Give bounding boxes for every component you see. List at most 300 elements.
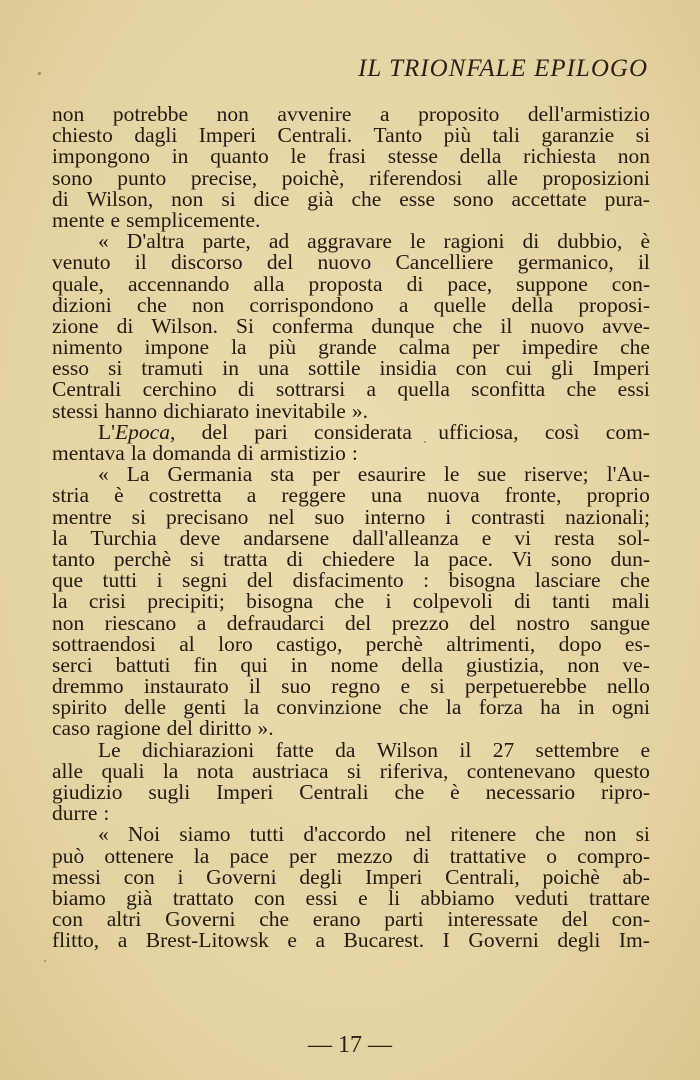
word: abbiamo — [420, 885, 495, 910]
word: domanda — [152, 441, 232, 465]
word: della — [459, 144, 502, 169]
word: della — [401, 652, 444, 677]
word: questo — [593, 758, 650, 783]
word: castigo, — [276, 631, 343, 656]
word: Turchia — [90, 525, 157, 550]
word: serci — [52, 652, 93, 677]
word: è — [640, 229, 650, 254]
word: perpetuerebbe — [464, 674, 587, 699]
text-line — [52, 570, 650, 591]
word: più — [443, 123, 472, 148]
word: di — [286, 546, 304, 571]
word: « — [98, 822, 109, 847]
word: riferiva, — [379, 758, 449, 783]
word: costretta — [148, 483, 222, 508]
word: nazionali; — [565, 504, 650, 529]
word: del — [201, 419, 228, 444]
word: il — [459, 737, 472, 762]
text-line — [52, 885, 650, 910]
word: è — [450, 780, 460, 804]
word: che — [620, 568, 650, 593]
word: a — [196, 610, 207, 635]
word: austriaca — [252, 758, 329, 783]
word: di — [522, 229, 540, 254]
word: segni — [182, 568, 228, 593]
word: quanto — [210, 144, 269, 169]
word: in — [577, 695, 595, 720]
word: a — [246, 483, 257, 508]
word: si — [131, 504, 146, 529]
word: chiedere — [322, 546, 395, 571]
text-line — [52, 782, 650, 803]
word: que — [52, 568, 84, 593]
word: che — [334, 589, 365, 614]
word: caso — [52, 716, 91, 741]
word: sconfitta — [471, 377, 546, 402]
word: richiesta — [523, 144, 596, 169]
word: una — [370, 483, 402, 508]
word: Centrali — [52, 377, 122, 402]
word: reggere — [281, 483, 346, 508]
word: a — [117, 928, 128, 953]
word: instaurato — [143, 674, 229, 699]
word: nome — [330, 652, 379, 677]
word: resta — [554, 525, 595, 550]
text-line — [52, 864, 650, 889]
word: tutti — [102, 568, 138, 593]
word: la — [130, 441, 147, 465]
word: garanzie — [541, 123, 615, 148]
text-line — [52, 207, 650, 232]
word: già — [307, 186, 334, 211]
text-line — [52, 485, 650, 506]
text-line — [52, 843, 650, 868]
word: la — [162, 758, 179, 783]
word: d'accordo — [303, 822, 387, 847]
word: il — [500, 313, 513, 338]
word: quelle — [433, 292, 487, 317]
word: avvenire — [277, 102, 352, 126]
word: diritto — [198, 716, 252, 741]
word: riferendosi — [369, 165, 463, 190]
text-line — [52, 337, 650, 358]
text-line — [52, 652, 650, 677]
word: al — [179, 631, 195, 656]
word: ve- — [622, 652, 650, 677]
word: contrasti — [471, 504, 546, 529]
word: impedire — [521, 335, 599, 360]
word: dun- — [610, 546, 650, 571]
word: potrebbe — [112, 102, 189, 126]
word: riserve; — [524, 462, 589, 487]
word: L'Epoca, — [98, 419, 176, 444]
word: perchè — [365, 631, 423, 656]
word: mali — [611, 589, 650, 614]
word: quali — [101, 758, 145, 783]
word: pura- — [604, 186, 650, 211]
word: per — [312, 462, 340, 487]
word: di — [412, 843, 430, 868]
word: « — [98, 229, 109, 254]
word: siamo — [179, 822, 231, 847]
word: le — [443, 462, 460, 487]
word: nota — [196, 758, 234, 783]
word: non — [52, 102, 85, 126]
word: i — [385, 589, 392, 614]
word: Imperi — [592, 356, 650, 381]
text-line — [52, 525, 650, 550]
word: a — [379, 102, 390, 126]
word: gli — [550, 356, 574, 381]
word: si — [635, 822, 650, 847]
word: settembre — [535, 737, 620, 762]
word: Germania — [167, 462, 253, 487]
word: del — [561, 907, 589, 932]
word: crisi — [88, 589, 126, 614]
word: dizioni — [52, 292, 112, 317]
word: parte, — [202, 229, 251, 254]
word: il — [637, 250, 650, 275]
word: la — [231, 335, 247, 360]
word: e — [481, 525, 492, 550]
word: più — [268, 335, 297, 360]
word: ritenere — [450, 822, 517, 847]
word: ragione — [96, 716, 161, 741]
word: degli — [557, 928, 601, 953]
word: pace, — [447, 271, 493, 296]
word: considerata — [314, 419, 412, 444]
text-line — [52, 504, 650, 529]
word: si — [107, 356, 123, 381]
word: bisogna — [246, 589, 314, 614]
word: flitto, — [52, 928, 100, 953]
word: Centrali. — [277, 123, 353, 148]
text-line — [52, 443, 650, 464]
word: com- — [605, 419, 650, 444]
word: ogni — [611, 695, 650, 720]
word: cui — [505, 356, 532, 381]
word: la — [243, 695, 260, 720]
word: sta — [270, 462, 295, 487]
text-line — [52, 631, 650, 656]
word: il — [134, 250, 147, 275]
word: che — [394, 780, 425, 804]
word: venuto — [52, 250, 111, 275]
word: deve — [179, 525, 221, 550]
paper-speck — [38, 72, 41, 75]
word: accennando — [127, 271, 230, 296]
word: suo — [281, 674, 312, 699]
word: stesse — [387, 144, 438, 169]
word: dremmo — [52, 674, 124, 699]
word: così — [544, 419, 580, 444]
word: tali — [492, 123, 520, 148]
word: precise, — [190, 165, 258, 190]
word: precisano — [165, 504, 249, 529]
word: di — [406, 271, 424, 296]
word: non — [584, 822, 617, 847]
word: alle — [52, 758, 84, 783]
word: punto — [117, 165, 167, 190]
text-line — [52, 231, 650, 252]
text-line — [52, 146, 650, 167]
word: di — [116, 313, 134, 338]
word: già — [126, 885, 153, 910]
word: Governi — [165, 907, 236, 932]
text-line — [52, 803, 650, 824]
word: ab- — [622, 864, 650, 889]
word: mezzo — [336, 843, 393, 868]
text-line — [52, 546, 650, 571]
word: le — [290, 144, 306, 169]
word: hanno — [104, 398, 158, 423]
word: si — [635, 123, 650, 148]
word: riescano — [104, 610, 177, 635]
word: da — [335, 737, 356, 762]
word: esso — [52, 356, 90, 381]
page-number: — 17 — — [308, 1032, 392, 1058]
word: inevitabile — [255, 398, 346, 423]
word: corrispondono — [249, 292, 374, 317]
word: la — [193, 843, 210, 868]
word: « — [98, 462, 109, 487]
text-line — [52, 676, 650, 697]
word: dall'alleanza — [352, 525, 459, 550]
word: semplicemente. — [126, 207, 261, 232]
word: per — [472, 335, 500, 360]
word: poichè — [542, 864, 600, 889]
word: interessate — [447, 907, 539, 932]
word: con — [52, 907, 84, 932]
word: biamo — [52, 885, 106, 910]
word: durre — [52, 801, 98, 826]
text-line — [52, 358, 650, 379]
word: colpevoli — [412, 589, 493, 614]
word: trattare — [589, 885, 650, 910]
word: 27 — [492, 737, 515, 762]
word: armistizio — [259, 441, 346, 465]
word: Governi — [468, 928, 539, 953]
word: mente — [52, 207, 105, 232]
word: Si — [236, 313, 254, 338]
paper-speck — [424, 441, 426, 443]
word: e — [640, 737, 650, 762]
text-line — [52, 824, 650, 845]
word: non — [617, 144, 650, 169]
word: stessi — [52, 398, 99, 423]
word: Vi — [511, 546, 533, 571]
word: esse — [399, 186, 436, 211]
text-line — [52, 165, 650, 190]
word: i — [156, 568, 163, 593]
word: defraudarci — [226, 610, 325, 635]
word: con — [455, 356, 487, 381]
word: con- — [611, 907, 650, 932]
word: delle — [124, 695, 167, 720]
word: chiesto — [52, 123, 113, 148]
word: precipiti; — [147, 589, 225, 614]
text-line — [52, 737, 650, 762]
text-line — [52, 379, 650, 400]
word: e — [110, 207, 121, 232]
word: degli — [299, 864, 343, 889]
word: necessario — [485, 780, 576, 804]
word: che — [620, 335, 650, 360]
word: tutti — [249, 822, 285, 847]
word: a — [315, 928, 325, 953]
word: nostro — [516, 610, 570, 635]
word: Im- — [618, 928, 650, 953]
word: dopo — [558, 631, 602, 656]
word: sottraendosi — [52, 631, 156, 656]
word: nel — [268, 504, 295, 529]
text-line — [52, 186, 650, 211]
word: messi — [52, 864, 101, 889]
text-line — [52, 104, 650, 125]
word: i — [445, 504, 452, 529]
word: dunque — [371, 313, 435, 338]
word: ». — [351, 398, 368, 423]
word: avve- — [602, 313, 650, 338]
word: Tanto — [373, 123, 423, 148]
word: una — [257, 356, 290, 381]
word: di — [514, 589, 531, 614]
word: frasi — [327, 144, 366, 169]
text-line — [52, 271, 650, 296]
word: alla — [253, 271, 285, 296]
word: a — [366, 377, 377, 402]
word: Centrali, — [445, 864, 520, 889]
word: perchè — [113, 546, 172, 571]
word: insidia — [379, 356, 437, 381]
word: loro — [218, 631, 253, 656]
word: Wilson. — [151, 313, 218, 338]
word: di — [237, 377, 255, 402]
word: tanti — [552, 589, 591, 614]
word: proprio — [586, 483, 650, 508]
word: non — [171, 186, 204, 211]
word: proposi- — [578, 292, 650, 317]
word: impongono — [52, 144, 150, 169]
word: Bucarest. — [343, 928, 425, 953]
word: suppone — [516, 271, 588, 296]
word: nello — [606, 674, 650, 699]
word: nel — [405, 822, 432, 847]
word: non — [191, 292, 225, 317]
word: li — [388, 885, 401, 910]
word: in — [171, 144, 189, 169]
word: dubbio, — [557, 229, 623, 254]
word: interno — [364, 504, 426, 529]
text-line — [52, 697, 650, 718]
word: stria — [52, 483, 90, 508]
word: e — [400, 674, 411, 699]
word: l'Au- — [606, 462, 650, 487]
word: o — [546, 843, 557, 868]
word: accettate — [511, 186, 587, 211]
word: esaurire — [357, 462, 426, 487]
word: tramuti — [141, 356, 204, 381]
word: es- — [624, 631, 650, 656]
word: trattato — [172, 885, 234, 910]
word: cerchino — [142, 377, 217, 402]
word: La — [126, 462, 150, 487]
word: Le — [98, 737, 121, 762]
word: sugli — [148, 780, 191, 804]
text-line — [52, 610, 650, 635]
word: pace — [229, 843, 269, 868]
word: che — [136, 292, 167, 317]
word: giudizio — [52, 780, 123, 804]
word: pace. — [448, 546, 493, 571]
word: alle — [486, 165, 518, 190]
word: la — [52, 589, 68, 614]
word: ripro- — [601, 780, 650, 804]
word: fin — [193, 652, 218, 677]
word: e — [358, 885, 368, 910]
word: a — [398, 292, 409, 317]
word: Imperi — [198, 123, 257, 148]
word: dice — [253, 186, 290, 211]
word: altrimenti, — [446, 631, 536, 656]
word: dichiarazioni — [142, 737, 255, 762]
word: che — [259, 907, 290, 932]
word: nuovo — [530, 313, 585, 338]
word: pari — [254, 419, 288, 444]
word: si — [221, 186, 236, 211]
word: tratta — [223, 546, 268, 571]
word: di — [237, 441, 254, 465]
text-line — [52, 398, 650, 423]
word: erano — [312, 907, 361, 932]
word: nimento — [52, 335, 123, 360]
word: suo — [314, 504, 345, 529]
word: non — [567, 652, 600, 677]
word: giustizia, — [466, 652, 545, 677]
word: Imperi — [365, 864, 423, 889]
word: si — [430, 674, 445, 699]
word: prezzo — [391, 610, 449, 635]
word: spirito — [52, 695, 107, 720]
word: vi — [514, 525, 532, 550]
word: Centrali — [299, 780, 369, 804]
word: quale, — [52, 271, 104, 296]
word: lasciare — [534, 568, 601, 593]
word: essi — [617, 377, 650, 402]
word: con — [123, 864, 155, 889]
word: calma — [398, 335, 451, 360]
word: sangue — [590, 610, 650, 635]
word: Cancelliere — [395, 250, 494, 275]
word: che — [398, 695, 429, 720]
word: Imperi — [216, 780, 274, 804]
word: del — [469, 610, 496, 635]
word: dichiarato — [163, 398, 250, 423]
word: sue — [477, 462, 507, 487]
word: germanico, — [517, 250, 614, 275]
word: ». — [257, 716, 274, 741]
word: le — [409, 229, 426, 254]
word: convinzione — [276, 695, 382, 720]
word: forza — [478, 695, 523, 720]
word: ad — [268, 229, 290, 254]
running-head: IL TRIONFALE EPILOGO — [358, 55, 648, 82]
word: del — [246, 568, 274, 593]
word: grande — [318, 335, 377, 360]
word: può — [52, 843, 85, 868]
word: trattative — [449, 843, 527, 868]
word: non — [52, 610, 85, 635]
